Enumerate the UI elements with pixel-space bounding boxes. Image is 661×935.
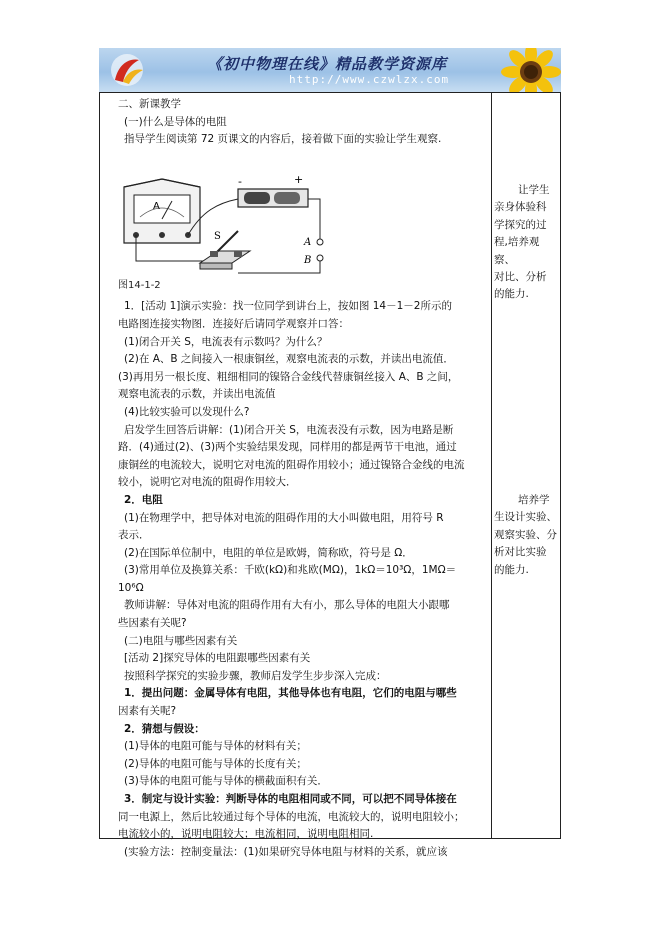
resistance-text [118,492,488,633]
text-line: 表示． [118,529,150,542]
text-line: (1)导体的电阻可能与导体的材料有关； [124,740,307,753]
minus-label: - [238,174,242,188]
intro-text: 指导学生阅读第 72 页课文的内容后，接着做下面的实验让学生观察. [124,133,442,146]
text-line: (实验方法：控制变量法：(1)如果研究导体电阻与材料的关系，就应该 [124,845,448,858]
side-note-line: 观察实验、分 [494,528,557,541]
side-note-line: 培养学 [518,494,550,506]
banner-title: 《初中物理在线》精品教学资源库 [207,55,448,73]
site-logo-icon [105,52,149,88]
side-note-line: 对比、分析 [494,271,547,284]
text-line: (1)在物理学中，把导体对电流的阻碍作用的大小叫做电阻，用符号 R [124,511,444,524]
side-note-line: 学探究的过 [494,218,547,231]
text-line: (3)再用另一根长度、粗细相同的镍铬合金线代替康铜丝接入 A、B 之间， [118,370,459,383]
text-line: 启发学生回答后讲解：(1)闭合开关 S，电流表没有示数，因为电路是断 [124,423,454,436]
text-line: (3)导体的电阻可能与导体的横截面积有关． [124,775,328,788]
text-line: 3．制定与设计实验：判断导体的电阻相同或不同，可以把不同导体接在 [124,793,457,805]
meter-label: A [153,200,160,212]
text-line: [活动 2]探究导体的电阻跟哪些因素有关 [124,652,311,665]
lesson-content [118,96,488,861]
label-a: A [304,236,312,248]
factors-text [118,633,488,862]
switch-icon [200,231,250,269]
subsection-title: (一)什么是导体的电阻 [124,115,227,128]
text-line: 电流较小的，说明电阻较大；电流相同，说明电阻相同. [118,828,374,841]
section-heading: 二、新课教学 [118,98,181,110]
text-line: 些因素有关呢? [118,617,187,630]
column-divider [491,92,492,839]
text-line: (4)比较实验可以发现什么? [124,405,250,418]
text-line: 电路图连接实物图．连接好后请同学观察并口答： [118,317,349,330]
side-note-line: 的能力. [494,288,529,301]
label-b: B [304,254,312,266]
text-line: 教师讲解：导体对电流的阻碍作用有大有小，那么导体的电阻大小跟哪 [124,599,450,612]
text-line: (2)在国际单位制中，电阻的单位是欧姆，简称欧，符号是 Ω． [124,546,413,559]
text-line: 1．[活动 1]演示实验：找一位同学到讲台上，按如图 14－1－2所示的 [124,300,452,313]
banner-url[interactable]: http://www.czwlzx.com [289,73,450,86]
text-line: (2)导体的电阻可能与导体的长度有关； [124,757,307,770]
battery-icon [238,189,308,207]
text-line: 1．提出问题：金属导体有电阻，其他导体也有电阻，它们的电阻与哪些 [124,687,457,700]
circuit-figure [118,151,358,277]
text-line: 2．电阻 [124,493,163,506]
text-line: 路．(4)通过(2)、(3)两个实验结果发现，同样用的都是两节干电池，通过 [118,441,457,454]
text-line: 10⁶Ω [118,581,144,594]
plus-label: + [294,172,304,186]
side-note-line: 析对比实验 [494,546,547,559]
figure-caption: 图14-1-2 [118,279,161,291]
text-line: 观察电流表的示数，并读出电流值 [118,388,276,401]
side-note-line: 程,培养观察、 [494,236,540,266]
side-note-line: 亲身体验科 [494,201,547,214]
side-note-line: 的能力. [494,563,529,576]
text-line: 较小，说明它对电流的阻碍作用较大． [118,476,297,489]
side-note-2 [494,492,560,579]
text-line: (3)常用单位及换算关系：千欧(kΩ)和兆欧(MΩ)，1kΩ＝10³Ω，1MΩ＝ [124,564,457,577]
activity-1-text [118,298,488,492]
text-line: 2．猜想与假设： [124,722,205,735]
text-line: 按照科学探究的实验步骤，教师启发学生步步深入完成： [124,669,387,682]
text-line: 同一电源上，然后比较通过每个导体的电流，电流较大的，说明电阻较小； [118,810,465,823]
text-line: (1)闭合开关 S，电流表有示数吗？为什么？ [124,335,328,348]
text-line: (二)电阻与哪些因素有关 [124,634,238,647]
switch-label: S [214,230,221,242]
side-note-1 [494,182,560,304]
text-line: 康铜丝的电流较大，说明它对电流的阻碍作用较小；通过镍铬合金线的电流 [118,458,465,471]
header-banner [99,48,561,92]
text-line: 因素有关呢? [118,705,177,718]
side-note-line: 生设计实验、 [494,511,557,524]
text-line: (2)在 A、B 之间接入一根康铜丝，观察电流表的示数，并读出电流值． [124,353,454,366]
circuit-diagram-icon [118,151,358,277]
sunflower-icon [485,48,561,92]
side-note-line: 让学生 [518,184,550,196]
